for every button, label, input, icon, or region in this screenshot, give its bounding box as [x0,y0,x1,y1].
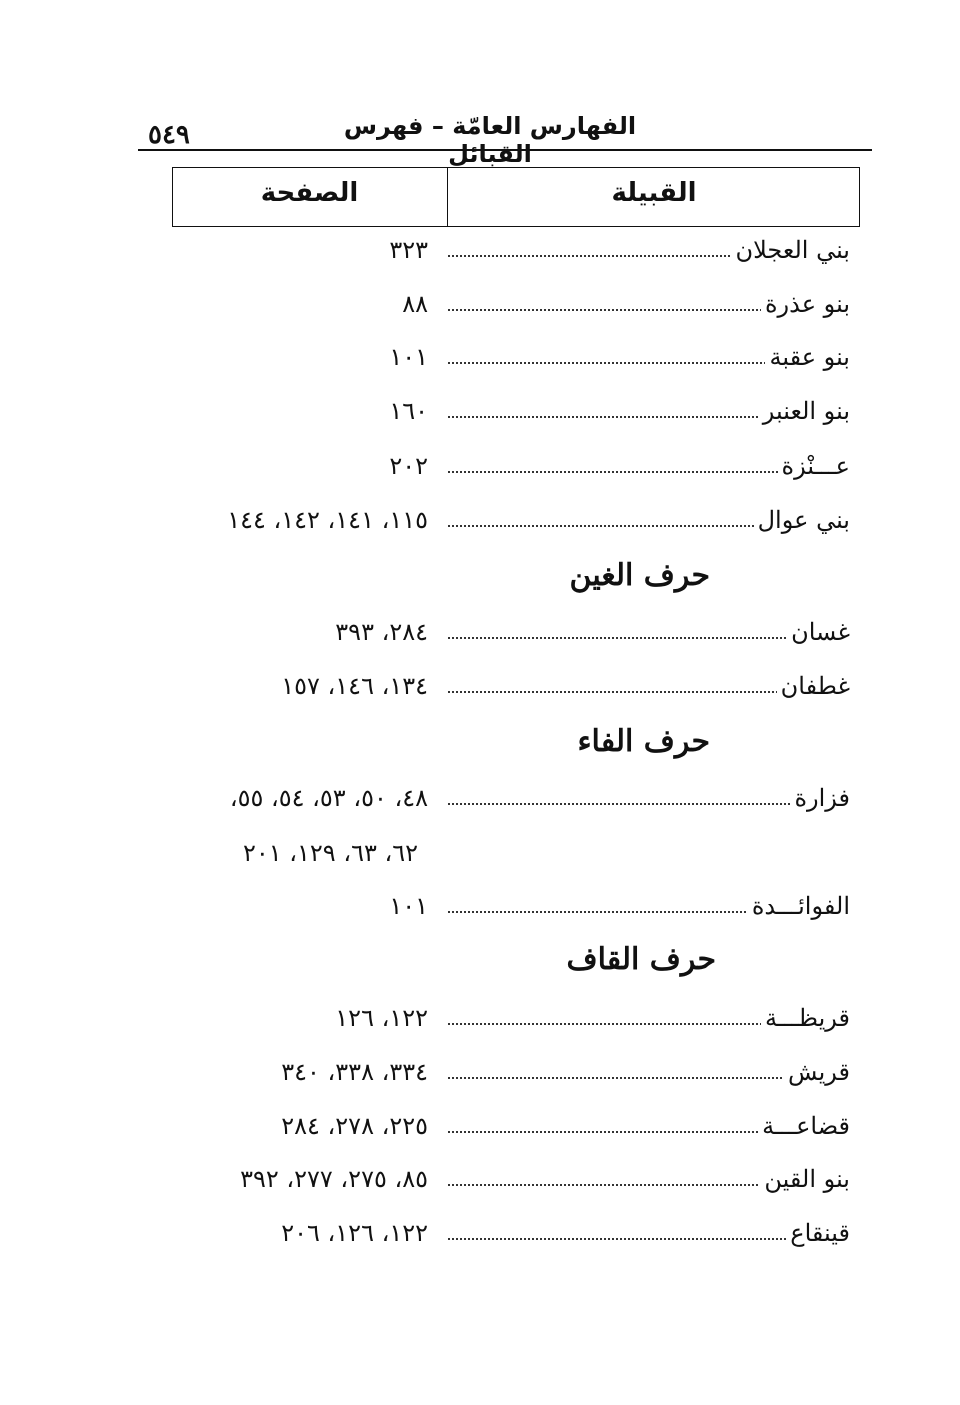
index-entry [170,616,850,656]
entry-pages-continued: ٦٢، ٦٣، ١٢٩، ٢٠١ [242,839,418,867]
index-entry [170,782,850,822]
entry-pages: ٢٠٢ [389,452,428,480]
index-entry [170,890,850,930]
entry-name: قينقاع [786,1219,850,1247]
section-heading-fa: حرف الفاء [577,724,710,759]
index-entry [170,1163,850,1203]
index-entry [170,395,850,435]
entry-pages: ١٠١ [389,343,428,371]
column-header-page: الصفحة [260,178,359,208]
entry-pages: ١٢٢، ١٢٦، ٢٠٦ [281,1219,428,1247]
entry-name: غطفان [777,672,850,700]
entry-name: بني العجلان [731,236,850,264]
section-heading-qaf: حرف القاف [566,942,716,977]
index-entry [170,341,850,381]
entry-name: بنو القين [760,1165,850,1193]
entry-name: قضاعـــة [758,1112,850,1140]
index-entry [170,1002,850,1042]
entry-name: الفوائـــدة [748,892,850,920]
entry-name: بنو العنبر [759,397,850,425]
entry-pages: ٢٢٥، ٢٧٨، ٢٨٤ [281,1112,428,1140]
entry-continuation [170,837,850,877]
column-header-tribe: القبيلة [611,178,697,208]
entry-pages: ٨٨ [402,290,428,318]
index-entry [170,504,850,544]
entry-pages: ١١٥، ١٤١، ١٤٢، ١٤٤ [227,506,428,534]
entry-pages: ٢٨٤، ٣٩٣ [335,618,428,646]
section-heading-ghain: حرف الغين [569,558,710,593]
table-header-divider [447,167,448,227]
index-entry [170,234,850,274]
entry-pages: ١٦٠ [389,397,428,425]
index-entry [170,450,850,490]
entry-name: قريش [784,1058,850,1086]
entry-name: فزارة [790,784,850,812]
entry-name: قريظـــة [761,1004,850,1032]
entry-name: عـــنْزة [778,452,850,480]
entry-name: بني عوال [754,506,850,534]
running-title: الفهارس العامّة – فهرس القبائل [343,112,637,168]
header-rule [138,149,872,151]
page-number: ٥٤٩ [148,120,190,150]
index-entry [170,1056,850,1096]
entry-pages: ١٢٢، ١٢٦ [335,1004,428,1032]
entry-name: بنو عقبة [765,343,850,371]
index-entry [170,1110,850,1150]
entry-name: بنو عذرة [761,290,850,318]
entry-pages: ٤٨، ٥٠، ٥٣، ٥٤، ٥٥، [229,784,428,812]
entry-pages: ٣٢٣ [389,236,428,264]
index-entry [170,670,850,710]
entry-name: غسان [787,618,850,646]
index-entry [170,288,850,328]
entry-pages: ٨٥، ٢٧٥، ٢٧٧، ٣٩٢ [240,1165,428,1193]
entry-pages: ١٠١ [389,892,428,920]
index-entry [170,1217,850,1257]
entry-pages: ٣٣٤، ٣٣٨، ٣٤٠ [281,1058,428,1086]
entry-pages: ١٣٤، ١٤٦، ١٥٧ [281,672,428,700]
